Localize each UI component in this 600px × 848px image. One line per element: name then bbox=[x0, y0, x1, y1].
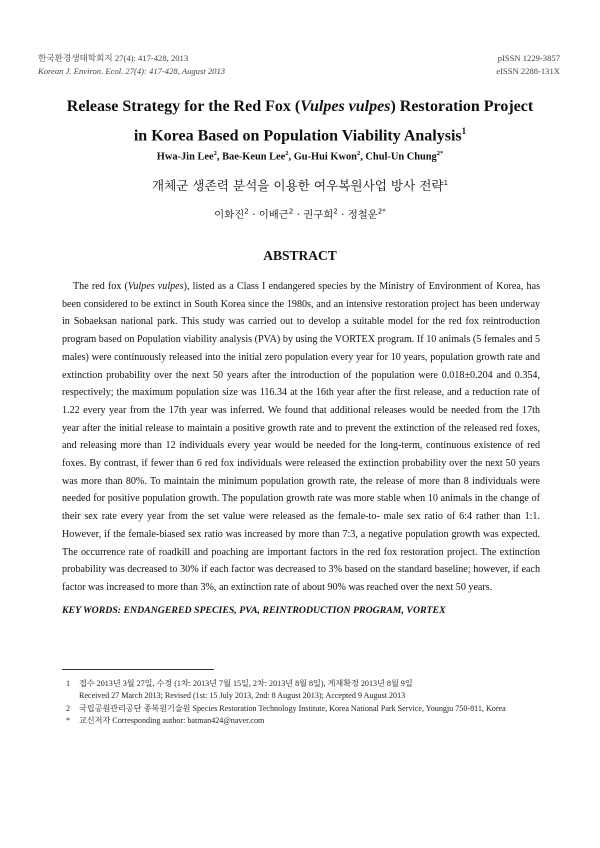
korean-author-separator: · bbox=[248, 209, 259, 221]
author-affiliation-mark: 2 bbox=[356, 150, 361, 157]
title-part1: Release Strategy for the Red Fox ( bbox=[66, 98, 301, 115]
footnote-mark: 1 bbox=[66, 679, 71, 688]
footnote-mark: * bbox=[66, 716, 71, 725]
footnote-received-english bbox=[66, 690, 405, 701]
korean-author-list bbox=[40, 206, 560, 221]
korean-author-name: 정철운 bbox=[347, 209, 378, 221]
author-name: Chul-Un Chung bbox=[365, 151, 437, 163]
author-separator: , bbox=[288, 151, 294, 163]
journal-citation bbox=[38, 52, 225, 78]
korean-author-separator: · bbox=[337, 209, 348, 221]
footnote-text: 교신저자 Corresponding author: batman424@naver.com bbox=[79, 716, 265, 725]
journal-citation-english: Korean J. Environ. Ecol. 27(4): 417-428, August 2013 bbox=[38, 66, 226, 76]
korean-author-mark: 2 bbox=[288, 207, 294, 216]
footnote-mark: 2 bbox=[66, 704, 71, 713]
footnote-text: 국립공원관리공단 종복원기술원 Species Restoration Technology Institute, Korea National Park Service, Youngju 750-811, Korea bbox=[79, 704, 506, 713]
korean-author-mark: 2 bbox=[333, 207, 338, 216]
korean-author-mark: 2 bbox=[244, 207, 249, 216]
footnote-received-korean bbox=[66, 678, 413, 689]
footnote-text: 접수 2013년 3월 27일, 수정 (1차: 2013년 7월 15일, 2차: 2013년 8월 8일), 게재확정 2013년 8월 9일 bbox=[79, 679, 413, 688]
korean-title-footnote-mark: 1 bbox=[443, 178, 449, 187]
author-name: Bae-Keun Lee bbox=[222, 151, 286, 163]
author-name: Gu-Hui Kwon bbox=[293, 151, 357, 163]
keywords: KEY WORDS: ENDANGERED SPECIES, PVA, REINTRODUCTION PROGRAM, VORTEX bbox=[62, 605, 446, 616]
issn-block bbox=[496, 52, 560, 78]
korean-author-mark: 2* bbox=[377, 207, 386, 216]
author-separator: , bbox=[216, 151, 223, 163]
author-separator: , bbox=[360, 151, 366, 163]
abstract-text: ), listed as a Class I endangered species by the Ministry of Environment of Korea, has been considered to be extinct in South Korea since the 1980s, and an intensive restoration project has been underway in Sobaeksan national park. This study was carried out to develop a suitable model for the red fox reintroduction program based on Population viability analysis (PVA) by using the VORTEX program. If 10 animals (5 females and 5 males) were continuously released into the initial zero population every year for 10 years, population growth rate and extinction probability over the next 50 years after the introduction of the population were 0.018±0.204 and 0.354, respectively; the maximum population size was 116.34 at the 16th year after the first release, and a reduction rate of 1.22 every year from the 17th year was inferred. We found that additional releases would be needed from the 17th year after the initial release to maintain a positive growth rate and to prevent the extinction of the released red foxes, and releasing more than 12 individuals every year would be needed for the long-term, continuous existence of red foxes. By contrast, if fewer than 6 red fox individuals were released the extinction probability over the next 50 years was more than 80%. To maintain the minimum population growth rate, the release of more than 8 individuals were needed for positive population growth. The population growth rate was more stable when 10 animals in the change of their sex rate every year from the set value were released as the female-to- male sex ratio of 6:4 rather than 1:1. However, if the female-biased sex ratio was increased by more than 7:3, a negative population growth was expected. The occurrence rate of roadkill and poaching are important factors in the red fox restoration project. The extinction probability was decreased to 30% if each factor was decreased to 3% based on the standard baseline; however, if each factor was increased to more than 3%, an extinction rate of about 90% was reached over the next 50 years. bbox=[62, 281, 540, 593]
title-line2: in Korea Based on Population Viability Analysis bbox=[133, 127, 462, 145]
korean-author-name: 이배근 bbox=[258, 209, 289, 221]
korean-author-name: 권구희 bbox=[303, 209, 334, 221]
eissn: eISSN 2288-131X bbox=[496, 66, 560, 76]
title-footnote-mark: 1 bbox=[461, 126, 467, 136]
journal-citation-korean: 한국환경생태학회지 27(4): 417-428, 2013 bbox=[38, 53, 189, 63]
author-affiliation-mark: 2* bbox=[436, 150, 444, 157]
korean-title-text: 개체군 생존력 분석을 이용한 여우복원사업 방사 전략 bbox=[151, 178, 444, 193]
korean-author-name: 이화진 bbox=[214, 209, 245, 221]
footnote-affiliation bbox=[66, 703, 506, 714]
korean-author-separator: · bbox=[293, 209, 304, 221]
footnote-corresponding-author bbox=[66, 715, 264, 726]
author-name: Hwa-Jin Lee bbox=[156, 151, 214, 163]
author-affiliation-mark: 2 bbox=[285, 150, 289, 157]
korean-title bbox=[40, 175, 560, 194]
abstract-intro: The red fox ( bbox=[73, 281, 128, 292]
title-species: Vulpes vulpes bbox=[300, 98, 391, 115]
footnote-text: Received 27 March 2013; Revised (1st: 15 July 2013, 2nd: 8 August 2013); Accepted 9 August 2013 bbox=[79, 691, 406, 700]
pissn: pISSN 1229-3857 bbox=[497, 53, 560, 63]
abstract-body bbox=[62, 278, 540, 597]
author-list bbox=[40, 150, 560, 162]
paper-title bbox=[40, 95, 560, 148]
author-affiliation-mark: 2 bbox=[213, 150, 217, 157]
abstract-heading: ABSTRACT bbox=[263, 248, 337, 263]
footnote-divider bbox=[62, 669, 214, 670]
abstract-species: Vulpes vulpes bbox=[127, 281, 184, 292]
title-part2: ) Restoration Project bbox=[390, 98, 534, 115]
